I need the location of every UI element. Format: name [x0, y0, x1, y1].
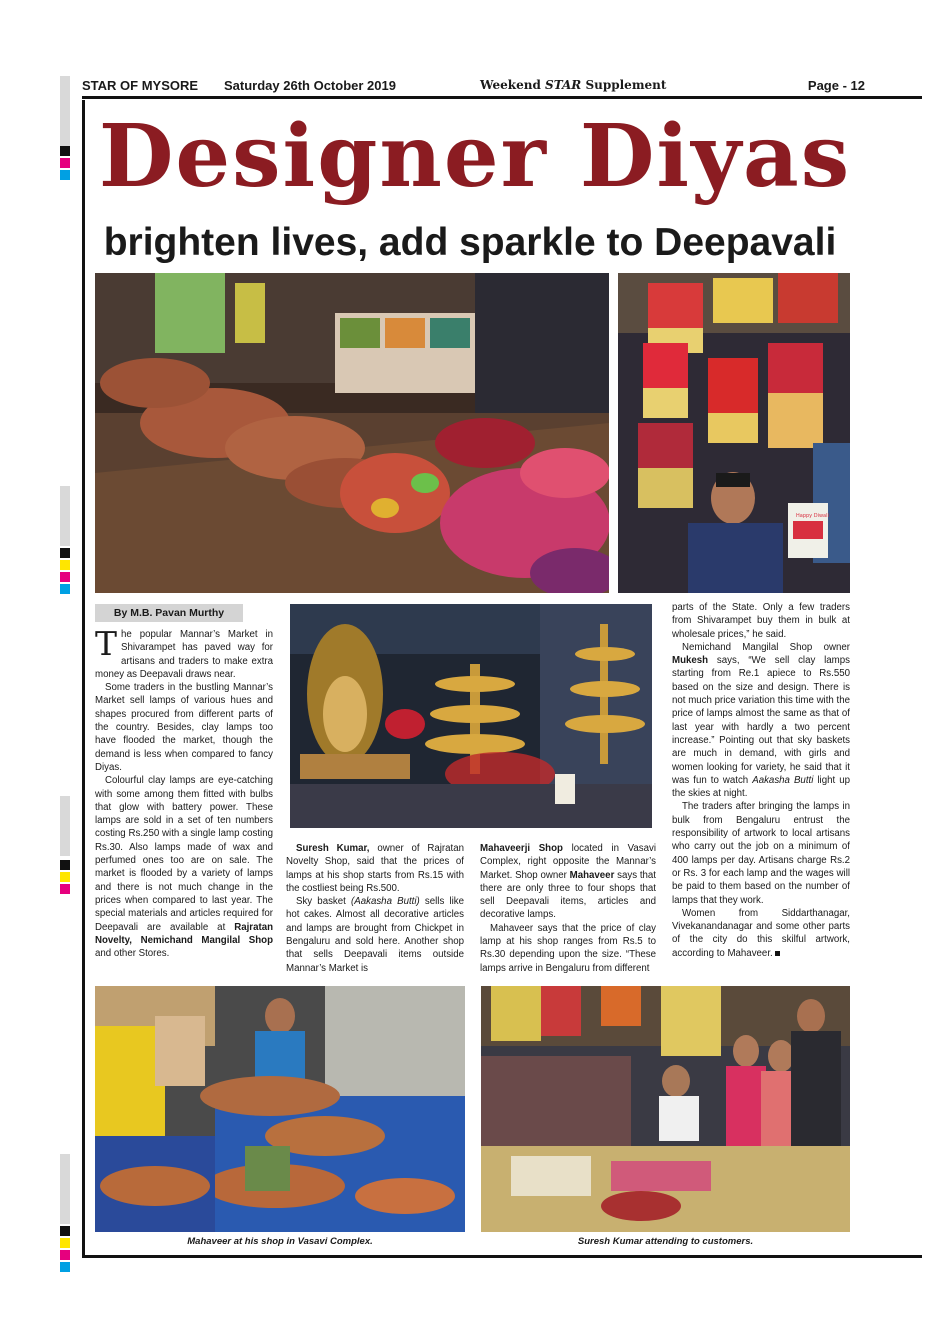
- registration-bar-2: [60, 486, 70, 546]
- registration-bar-1: [60, 76, 70, 146]
- article-column-2: Suresh Kumar, owner of Rajratan Novelty Shop, said that the prices of lamps at his shop starts from Rs.15 with the costliest being Rs.500. Sky basket (Aakasha Butti) sells like hot cakes. Almost all decorative articles and lamps are brought from Chickpet in Bengaluru and sold here. Another shop that sells Deepavali items outside Mannar’s Market is: [286, 843, 465, 974]
- registration-black: [60, 860, 70, 870]
- caption-right: Suresh Kumar attending to customers.: [577, 1236, 754, 1247]
- caption-left: Mahaveer at his shop in Vasavi Complex.: [187, 1236, 373, 1247]
- photo-golden-lamps: [290, 604, 652, 828]
- header-rule: [82, 96, 922, 99]
- registration-yellow: [60, 560, 70, 570]
- registration-black: [60, 548, 70, 558]
- page-header: [82, 76, 865, 94]
- registration-cyan: [60, 1262, 70, 1272]
- registration-bar-3: [60, 796, 70, 856]
- paper-name: STAR OF MYSORE: [82, 78, 199, 93]
- headline-title: Designer Diyas: [98, 106, 852, 207]
- registration-yellow: [60, 1238, 70, 1248]
- frame-bottom-rule: [82, 1255, 922, 1258]
- issue-date: Saturday 26th October 2019: [224, 78, 396, 93]
- photo-sign-text: Happy Diwali: [796, 513, 829, 519]
- supplement-star-logo: STAR: [545, 78, 582, 92]
- frame-left-rule: [82, 100, 85, 1258]
- photo-sky-lanterns: [618, 273, 850, 593]
- photo-suresh-kumar-customers: [481, 986, 850, 1232]
- end-of-article-mark: [775, 951, 780, 956]
- registration-cyan: [60, 170, 70, 180]
- supplement-name: Weekend STAR Supplement: [480, 78, 667, 92]
- registration-bar-4: [60, 1154, 70, 1224]
- headline-subtitle: brighten lives, add sparkle to Deepavali: [103, 221, 837, 264]
- registration-cyan: [60, 584, 70, 594]
- article-column-3: Mahaveerji Shop located in Vasavi Complex, right opposite the Mannar’s Market. Shop owner Mahaveer says that there are only three to four shops that sell Deepavali items, articles and decorative lamps. Mahaveer says that the price of clay lamp at his shop ranges from Rs.5 to Rs.30 depending upon the size. “These lamps arrive in Bengaluru from different: [480, 843, 656, 974]
- registration-magenta: [60, 158, 70, 168]
- article-column-1: The popular Mannar’s Market in Shivarampet has paved way for artisans and traders to make extra money as Deepavali draws near. Some traders in the bustling Mannar’s Market sell lamps of various hues and shapes procured from different parts of the country. Besides, clay lamps too have flooded the market, though the demand is less when compared to fancy Diyas. Colourful clay lamps are eye-catching with some among them fitted with bulbs that glow with battery power. These lamps are sold in a set of ten numbers costing Rs.250 with a single lamp costing Rs.30. Also lamps made of wax and perfumed ones too are on sale. The market is flooded by a variety of lamps and there is not much change in the prices when compared to last year. The special materials and articles required for Deepavali are available at Rajratan Novelty, Nemichand Mangilal Shop and other Stores.: [95, 624, 273, 960]
- registration-magenta: [60, 572, 70, 582]
- byline: By M.B. Pavan Murthy: [95, 604, 243, 622]
- photo-clay-lamps-table: [95, 273, 609, 593]
- registration-magenta: [60, 884, 70, 894]
- page-number: Page - 12: [807, 78, 865, 93]
- registration-black: [60, 146, 70, 156]
- photo-mahaveer-shop: [95, 986, 465, 1232]
- registration-magenta: [60, 1250, 70, 1260]
- dropcap: T: [95, 624, 118, 663]
- article-column-4: parts of the State. Only a few traders from Shivarampet buy them in bulk at wholesale prices,” he said. Nemichand Mangilal Shop owner Mukesh says, “We sell clay lamps starting from Re.1 apiece to Rs.550 based on the size and design. There is not much price variation this time with the price of lamps almost the same as that of last year with hardly a two percent increase.” Pointing out that sky baskets are much in demand, with girls and women looking for variety, he said that it was fun to watch Aakasha Butti light up the skies at night. The traders after bringing the lamps in bulk from Bengaluru entrust the responsibility of artwork to local artisans who carry out the job on a minimum of 400 lamps per day. Artisans charge Rs.2 or Rs. 3 for each lamp and the wages will be paid to them based on the number of lamps that they work. Women from Siddarthanagar, Vivekanandanagar and some other parts of the city do this skilful artwork, according to Mahaveer.: [672, 602, 850, 959]
- registration-black: [60, 1226, 70, 1236]
- registration-yellow: [60, 872, 70, 882]
